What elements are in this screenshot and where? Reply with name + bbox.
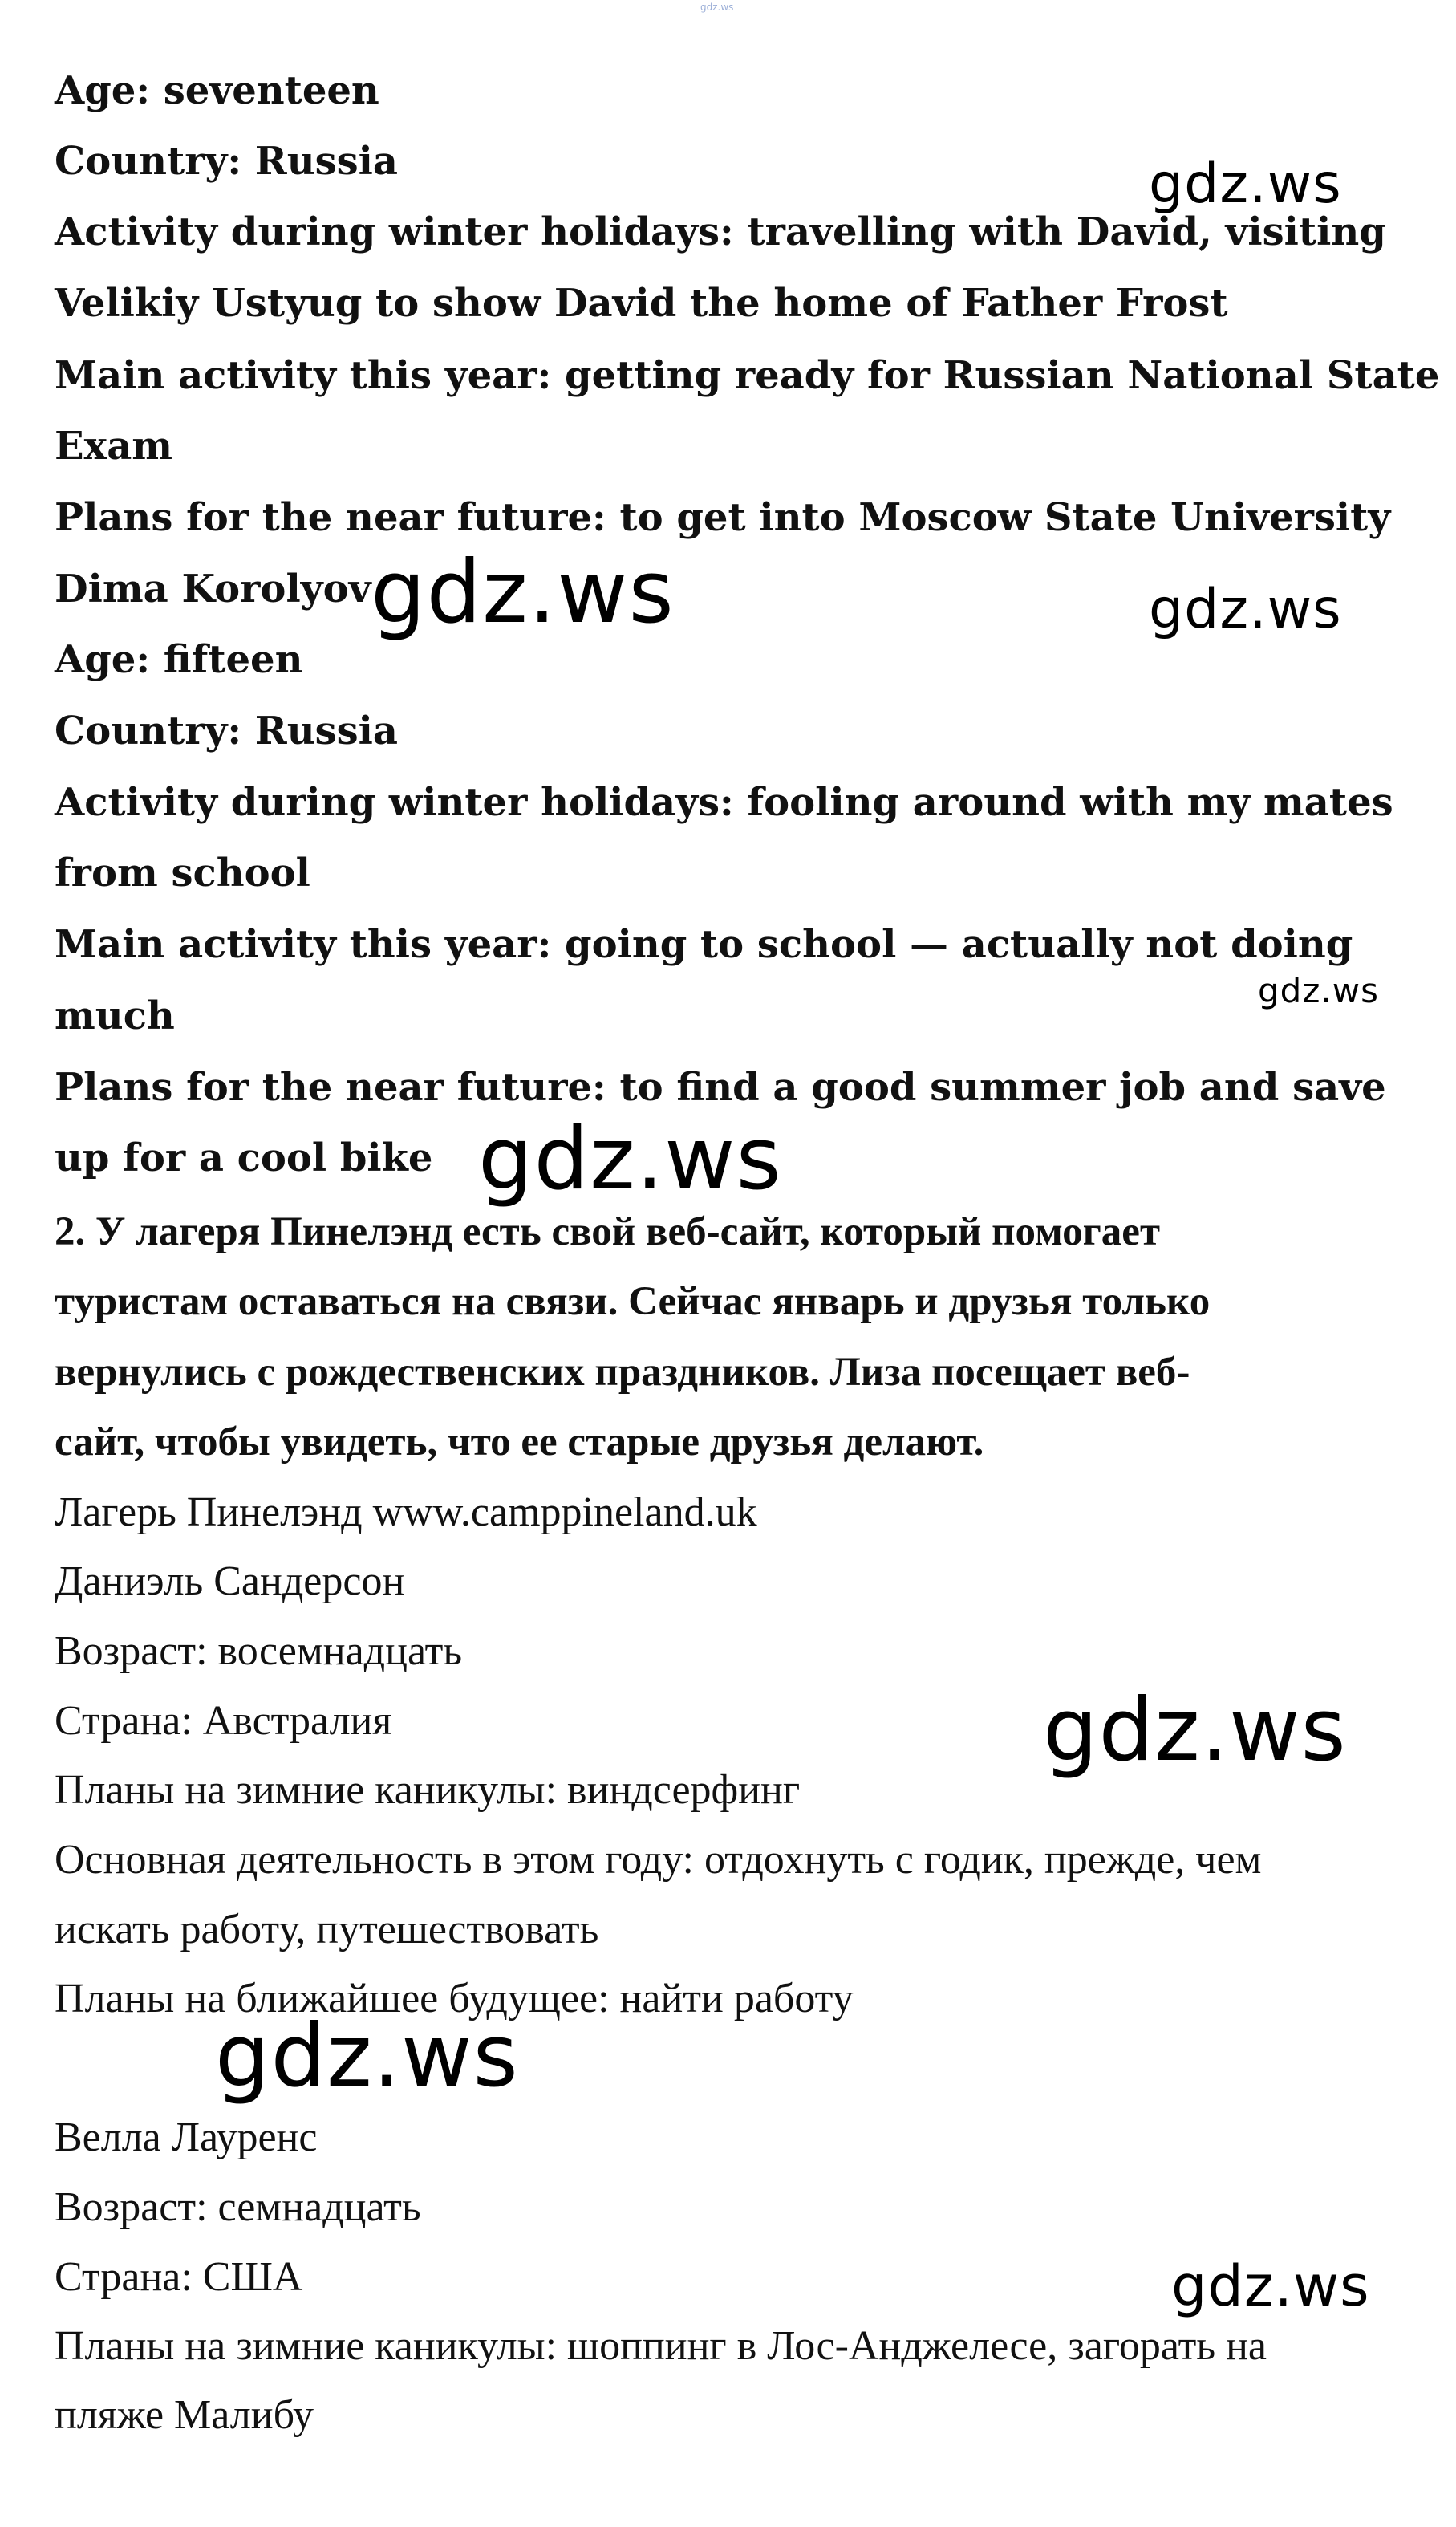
text-line: Plans for the near future: to find a good summer job and save bbox=[55, 1065, 1386, 1110]
text-line: пляже Малибу bbox=[55, 2392, 314, 2438]
text-line: up for a cool bike bbox=[55, 1136, 433, 1180]
watermark: gdz.ws bbox=[371, 542, 675, 643]
text-line: Plans for the near future: to get into Moscow State University bbox=[55, 495, 1391, 540]
text-line: Возраст: семнадцать bbox=[55, 2184, 421, 2230]
watermark: gdz.ws bbox=[215, 2006, 519, 2107]
text-line: Основная деятельность в этом году: отдохнуть с годик, прежде, чем bbox=[55, 1837, 1262, 1883]
text-line: from school bbox=[55, 851, 310, 896]
text-line: Country: Russia bbox=[55, 709, 398, 754]
text-line: Dima Korolyov bbox=[55, 567, 371, 611]
text-line: 2. У лагеря Пинелэнд есть свой веб-сайт, который помогает bbox=[55, 1209, 1160, 1254]
text-line: Age: fifteen bbox=[55, 637, 303, 682]
text-line: Age: seventeen bbox=[55, 68, 379, 113]
text-line: Страна: США bbox=[55, 2254, 303, 2300]
watermark: gdz.ws bbox=[1043, 1680, 1347, 1781]
text-line: Лагерь Пинелэнд www.camppineland.uk bbox=[55, 1489, 757, 1535]
text-line: Activity during winter holidays: fooling around with my mates bbox=[55, 780, 1393, 825]
text-line: much bbox=[55, 993, 175, 1038]
text-line: Activity during winter holidays: travelling with David, visiting bbox=[55, 209, 1386, 254]
text-line: Main activity this year: going to school — actually not doing bbox=[55, 922, 1353, 967]
watermark: gdz.ws bbox=[1149, 152, 1342, 216]
text-line: туристам оставаться на связи. Сейчас январь и друзья только bbox=[55, 1279, 1211, 1324]
text-line: Велла Лауренс bbox=[55, 2115, 318, 2160]
text-line: искать работу, путешествовать bbox=[55, 1907, 599, 1952]
watermark: gdz.ws bbox=[1258, 971, 1379, 1010]
text-line: Планы на зимние каникулы: шоппинг в Лос-Анджелесе, загорать на bbox=[55, 2323, 1267, 2369]
text-line: Планы на зимние каникулы: виндсерфинг bbox=[55, 1767, 801, 1813]
watermark: gdz.ws bbox=[1149, 578, 1342, 641]
text-line: Даниэль Сандерсон bbox=[55, 1558, 405, 1604]
text-line: Планы на ближайшее будущее: найти работу bbox=[55, 1976, 854, 2021]
text-line: Exam bbox=[55, 424, 173, 469]
text-line: Возраст: восемнадцать bbox=[55, 1628, 463, 1674]
text-line: вернулись с рождественских праздников. Лиза посещает веб- bbox=[55, 1350, 1190, 1395]
text-line: Main activity this year: getting ready for Russian National State bbox=[55, 353, 1440, 398]
header-watermark: gdz.ws bbox=[700, 2, 734, 13]
watermark: gdz.ws bbox=[1171, 2253, 1370, 2319]
text-line: Velikiy Ustyug to show David the home of Father Frost bbox=[55, 281, 1228, 326]
watermark: gdz.ws bbox=[478, 1109, 782, 1209]
text-line: Country: Russia bbox=[55, 139, 398, 184]
text-line: Страна: Австралия bbox=[55, 1698, 392, 1744]
text-line: сайт, чтобы увидеть, что ее старые друзья делают. bbox=[55, 1420, 984, 1465]
